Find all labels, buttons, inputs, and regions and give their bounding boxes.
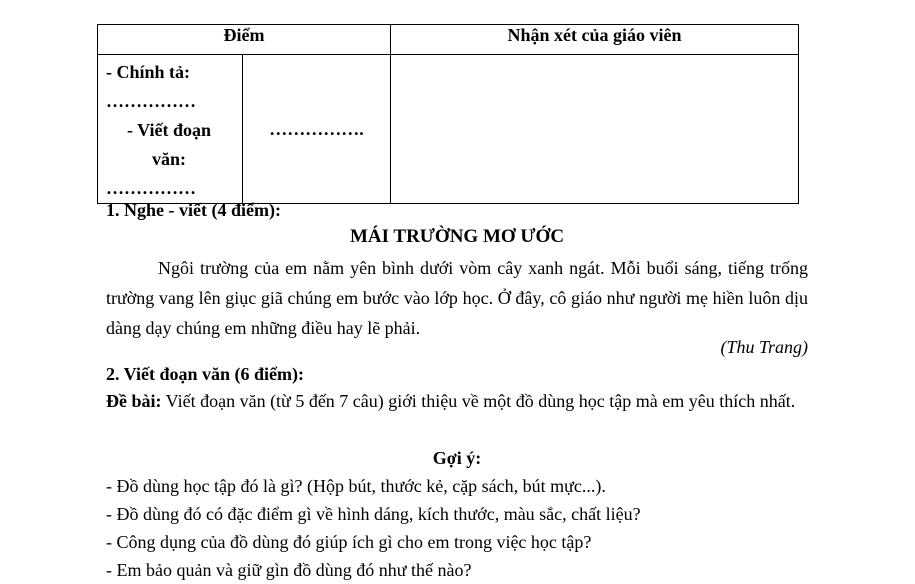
task-body: Viết đoạn văn (từ 5 đến 7 câu) giới thiệu về một đồ dùng học tập mà em yêu thích nhất. — [161, 391, 796, 411]
paragraph-dots: …………… — [106, 178, 196, 198]
hint-item: - Em bảo quản và giữ gìn đồ dùng đó như thế nào? — [106, 560, 472, 580]
paragraph-label-line2: văn: — [151, 149, 186, 169]
section2-heading: 2. Viết đoạn văn (6 điểm): — [106, 364, 304, 384]
passage-paragraph: Ngôi trường của em nằm yên bình dưới vòm cây xanh ngát. Mỗi buổi sáng, tiếng trống trường vang lên giục giã chúng em bước vào lớp học. Ở đây, cô giáo như người mẹ hiền luôn dịu dàng dạy chúng em những điều hay lẽ phải. — [106, 258, 808, 338]
hint-item: - Đồ dùng học tập đó là gì? (Hộp bút, thước kẻ, cặp sách, bút mực...). — [106, 476, 606, 496]
comment-header: Nhận xét của giáo viên — [391, 25, 799, 55]
score-header: Điểm — [98, 25, 391, 55]
passage-title: MÁI TRƯỜNG MƠ ƯỚC — [349, 226, 565, 247]
spelling-label: - Chính tả: — [106, 62, 191, 82]
spelling-dots: …………… — [106, 91, 196, 111]
hint-item: - Đồ dùng đó có đặc điểm gì về hình dáng, kích thước, màu sắc, chất liệu? — [106, 504, 641, 524]
task-text — [106, 387, 808, 416]
comment-cell — [391, 55, 799, 204]
paragraph-label-line1: - Viết đoạn — [126, 120, 211, 140]
task-label: Đề bài: — [106, 391, 162, 411]
score-dots: ……………. — [269, 118, 364, 139]
hint-title: Gợi ý: — [432, 448, 482, 468]
score-value-cell — [243, 55, 391, 204]
section1-heading: 1. Nghe - viết (4 điểm): — [106, 200, 281, 220]
grade-table — [97, 24, 799, 204]
hint-item: - Công dụng của đồ dùng đó giúp ích gì cho em trong việc học tập? — [106, 532, 592, 552]
score-labels-cell — [98, 55, 243, 204]
passage-author: (Thu Trang) — [720, 337, 808, 357]
hint-list — [106, 472, 808, 584]
